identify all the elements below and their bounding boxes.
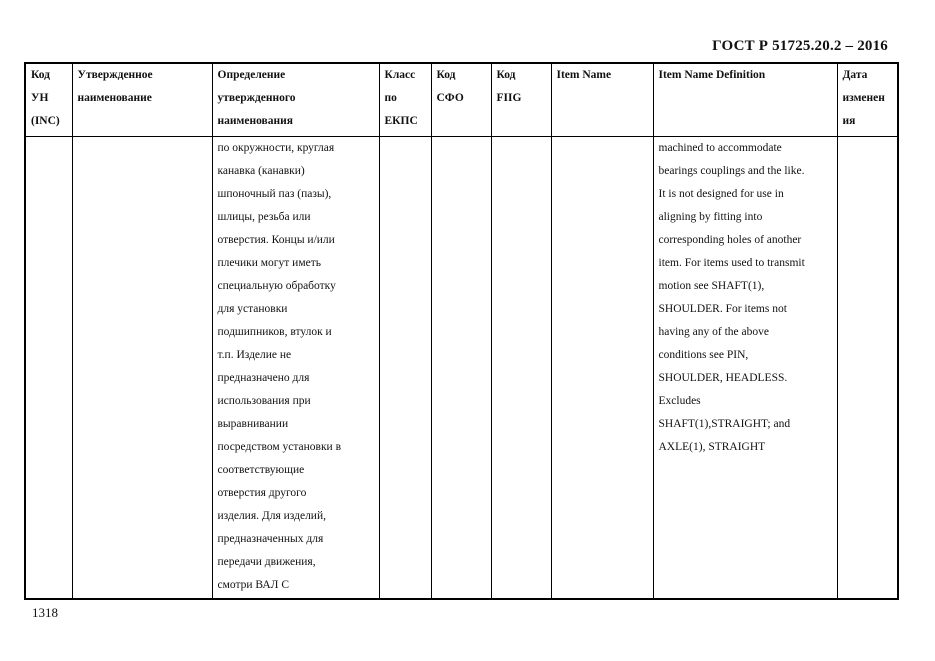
item-name-definition-line: bearings couplings and the like.	[658, 165, 805, 177]
header-item-name-line: Item Name	[556, 69, 612, 81]
header-definition-ru-line: наименования	[217, 115, 293, 127]
definition-ru-line: специальную обработку	[217, 280, 336, 292]
definition-ru-line: передачи движения,	[217, 556, 316, 568]
item-name-definition-line: SHOULDER. For items not	[658, 303, 787, 315]
header-inc-line: (INC)	[31, 115, 60, 127]
definition-ru-line: шпоночный паз (пазы),	[217, 188, 332, 200]
item-name-definition-line: conditions see PIN,	[658, 349, 749, 361]
header-inc-line: Код	[31, 69, 51, 81]
header-date-line: Дата	[842, 69, 868, 81]
cell-item-name-definition	[653, 137, 837, 600]
document-title: ГОСТ Р 51725.20.2 – 2016	[712, 38, 888, 54]
header-ekps-line: Класс	[384, 69, 416, 81]
item-name-definition-line: SHOULDER, HEADLESS.	[658, 372, 788, 384]
header-definition-ru	[212, 63, 379, 137]
header-approved-name-line: наименование	[77, 92, 152, 104]
definition-ru-line: т.п. Изделие не	[217, 349, 292, 361]
cell-fiig	[491, 137, 551, 600]
header-ekps	[379, 63, 431, 137]
header-fiig-line: Код	[496, 69, 516, 81]
header-fiig	[491, 63, 551, 137]
item-name-definition-line: having any of the above	[658, 326, 769, 338]
item-name-definition-line: machined to accommodate	[658, 142, 782, 154]
item-name-definition-line: AXLE(1), STRAIGHT	[658, 441, 766, 453]
cell-ekps	[379, 137, 431, 600]
header-sfo	[431, 63, 491, 137]
definition-ru-line: выравнивании	[217, 418, 289, 430]
item-name-definition-line: SHAFT(1),STRAIGHT; and	[658, 418, 791, 430]
header-ekps-line: ЕКПС	[384, 115, 418, 127]
header-approved-name	[72, 63, 212, 137]
header-sfo-line: СФО	[436, 92, 464, 104]
header-date	[837, 63, 898, 137]
cell-inc	[25, 137, 72, 600]
item-name-definition-line: motion see SHAFT(1),	[658, 280, 765, 292]
header-sfo-line: Код	[436, 69, 456, 81]
header-approved-name-line: Утвержденное	[77, 69, 153, 81]
header-ekps-line: по	[384, 92, 397, 104]
item-name-definition-line: corresponding holes of another	[658, 234, 802, 246]
definition-ru-line: отверстия другого	[217, 487, 307, 499]
cell-definition-ru	[212, 137, 379, 600]
definition-ru-line: предназначено для	[217, 372, 310, 384]
definition-ru-line: соответствующие	[217, 464, 305, 476]
definition-ru-line: шлицы, резьба или	[217, 211, 311, 223]
definition-ru-line: смотри ВАЛ С	[217, 579, 290, 591]
header-row	[25, 63, 898, 137]
cell-item-name	[551, 137, 653, 600]
cell-approved-name	[72, 137, 212, 600]
header-item-name-definition-line: Item Name Definition	[658, 69, 766, 81]
header-definition-ru-line: Определение	[217, 69, 286, 81]
header-inc	[25, 63, 72, 137]
definition-ru-line: для установки	[217, 303, 288, 315]
item-name-definition-line: It is not designed for use in	[658, 188, 784, 200]
definition-ru-line: предназначенных для	[217, 533, 324, 545]
definition-ru-line: отверстия. Концы и/или	[217, 234, 335, 246]
item-name-definition-line: aligning by fitting into	[658, 211, 763, 223]
cell-date	[837, 137, 898, 600]
definition-ru-line: изделия. Для изделий,	[217, 510, 326, 522]
item-name-definition-line: Excludes	[658, 395, 701, 407]
definition-ru-line: посредством установки в	[217, 441, 342, 453]
page-number: 1318	[32, 605, 58, 620]
definition-ru-line: плечики могут иметь	[217, 257, 321, 269]
definition-ru-line: канавка (канавки)	[217, 165, 305, 177]
header-date-line: ия	[842, 115, 856, 127]
header-definition-ru-line: утвержденного	[217, 92, 296, 104]
nomenclature-table	[24, 62, 899, 600]
item-name-definition-line: item. For items used to transmit	[658, 257, 805, 269]
table-row	[25, 137, 898, 600]
header-item-name-definition	[653, 63, 837, 137]
definition-ru-line: использования при	[217, 395, 311, 407]
cell-sfo	[431, 137, 491, 600]
header-item-name	[551, 63, 653, 137]
header-date-line: изменен	[842, 92, 885, 104]
header-inc-line: УН	[31, 92, 49, 104]
definition-ru-line: подшипников, втулок и	[217, 326, 332, 338]
header-fiig-line: FIIG	[496, 92, 522, 104]
definition-ru-line: по окружности, круглая	[217, 142, 335, 154]
